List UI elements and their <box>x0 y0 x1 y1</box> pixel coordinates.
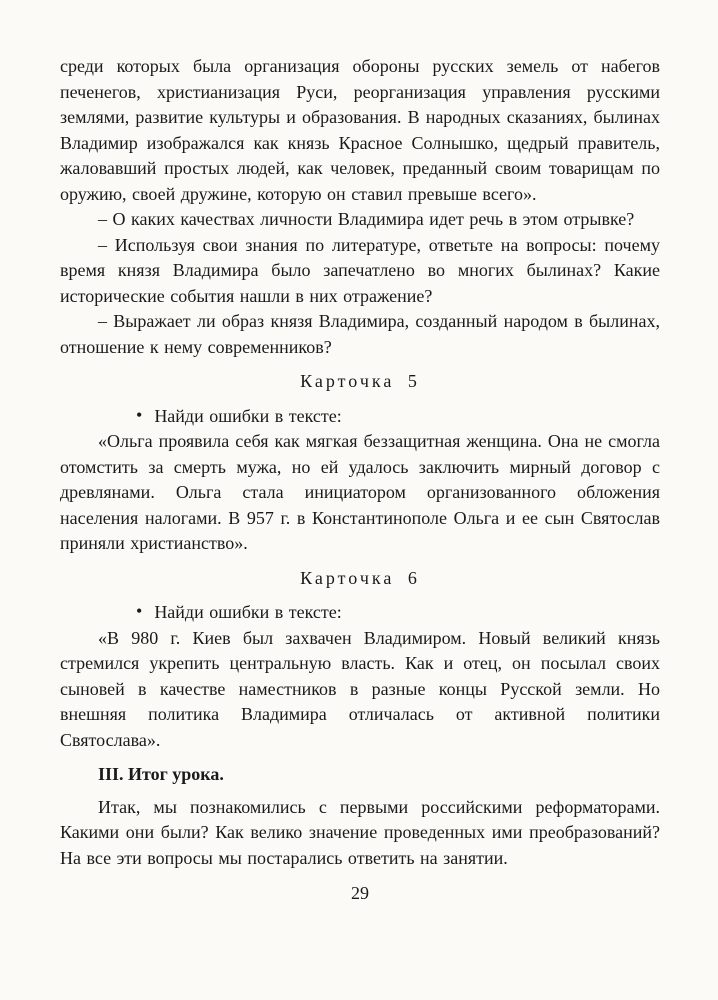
bullet-icon: • <box>136 601 143 621</box>
question-3: – Выражает ли образ князя Владимира, созданный народом в былинах, отношение к нему современников? <box>60 311 660 357</box>
card5-task-text: Найди ошибки в тексте: <box>154 405 342 426</box>
summary-paragraph: Итак, мы познакомились с первыми российскими реформаторами. Какими они были? Как велико значение проведенных ими преобразований? На все эти вопросы мы постарались ответить на занятии. <box>60 796 660 868</box>
card5-heading: Карточка 5 <box>300 371 420 391</box>
lesson-summary-heading: III. Итог урока. <box>98 764 224 784</box>
page-number: 29 <box>351 883 369 903</box>
bullet-icon: • <box>136 404 143 425</box>
card6-quote-text: «В 980 г. Киев был захвачен Владимиром. Новый великий князь стремился укрепить центральную власть. Как и отец, он посылал своих сыновей в качестве наместников в разные концы Русской земли. Но внешняя политика Владимира отличалась от активной политики Святослава». <box>60 627 660 750</box>
card6-task-text: Найди ошибки в тексте: <box>154 602 342 622</box>
card5-quote-text: «Ольга проявила себя как мягкая беззащитная женщина. Она не смогла отомстить за смерть мужа, но ей удалось заключить мирный договор с древлянами. Ольга стала инициатором организованного обложения населения налогами. В 957 г. в Константинополе Ольга и ее сын Святослав приняли христианство». <box>60 431 660 553</box>
question-1: – О каких качествах личности Владимира идет речь в этом отрывке? <box>98 209 635 229</box>
question-2: – Используя свои знания по литературе, ответьте на вопросы: почему время князя Владимира было запечатлено во многих былинах? Какие исторические события нашли в них отражение? <box>60 234 660 306</box>
card6-heading: Карточка 6 <box>300 567 420 588</box>
card6-task-line <box>60 600 660 626</box>
intro-paragraph: среди которых была организация обороны русских земель от набегов печенегов, христианизация Руси, реорганизация управления русскими землями, развитие культуры и образования. В народных сказаниях, былинах Владимир изображался как князь Красное Солнышко, щедрый правитель, жаловавший простых людей, как человек, преданный своим товарищам по оружию, своей дружине, которую он ставил превыше всего». <box>60 56 660 204</box>
card5-task-line <box>60 404 660 430</box>
